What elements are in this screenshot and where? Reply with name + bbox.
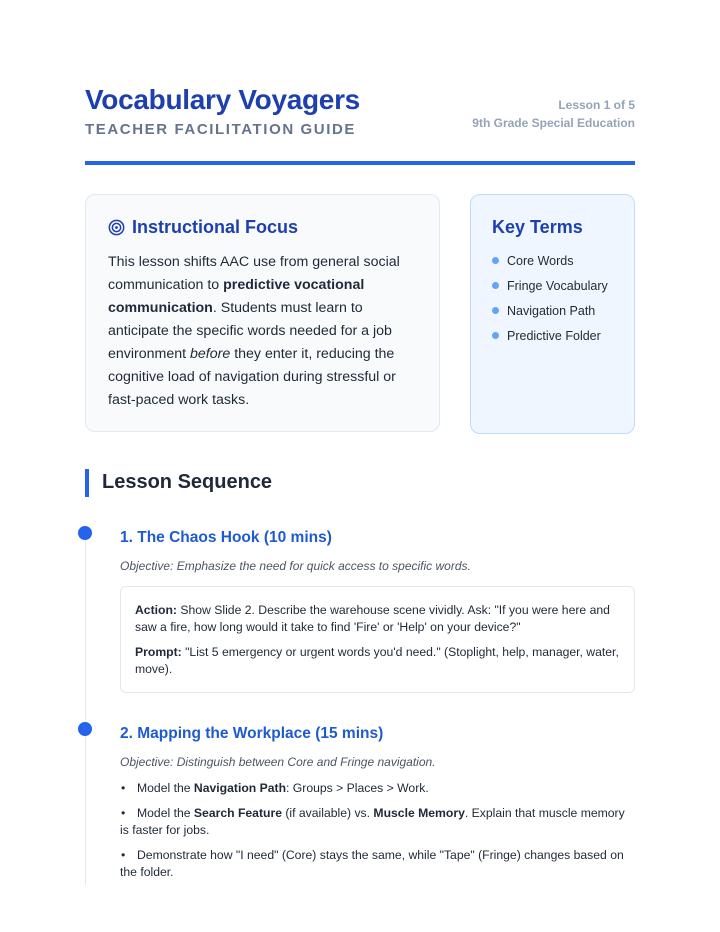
header-divider	[85, 161, 635, 165]
page-subtitle: TEACHER FACILITATION GUIDE	[85, 121, 357, 138]
instructional-focus-card	[85, 194, 440, 432]
focus-emphasis: predictive vocational communication	[108, 277, 365, 316]
bullet-dot	[492, 332, 499, 339]
key-terms-title: Key Terms	[492, 217, 583, 237]
step-1-title: 1. The Chaos Hook (10 mins)	[120, 529, 332, 546]
focus-text-part: . Students must learn to anticipate the specific words needed for a job environment	[108, 300, 392, 362]
bullet-emphasis: Muscle Memory	[373, 806, 465, 820]
focus-card-title: Instructional Focus	[132, 217, 299, 237]
bullet-text: . Explain that muscle memory is faster for jobs.	[120, 806, 625, 837]
key-term-label: Navigation Path	[507, 303, 596, 318]
step-2-objective: Objective: Distinguish between Core and Fringe navigation.	[120, 755, 436, 769]
bullet-text: : Groups > Places > Work.	[286, 781, 429, 795]
focus-text-part: This lesson shifts AAC use from general social communication to	[108, 254, 400, 293]
key-term-item	[492, 323, 614, 348]
header	[85, 84, 635, 164]
action-text: Show Slide 2. Describe the warehouse scene vividly. Ask: "If you were here and saw a fire, how long would it take to find 'Fire' or 'Help' on your device?"	[135, 603, 610, 634]
section-accent-bar	[85, 469, 89, 497]
target-icon	[108, 219, 125, 236]
step-1-action-box	[120, 586, 635, 693]
lesson-number: Lesson 1 of 5	[558, 98, 635, 112]
key-term-label: Predictive Folder	[507, 328, 601, 343]
bullet-emphasis: Navigation Path	[193, 781, 287, 795]
prompt-paragraph	[135, 644, 620, 678]
step-2-bullet-list	[120, 780, 635, 889]
bullet-text: Model the	[137, 781, 194, 795]
key-term-item	[492, 298, 614, 323]
key-term-item	[492, 273, 614, 298]
list-item	[120, 805, 635, 839]
timeline-dot	[78, 526, 92, 540]
bullet-glyph: •	[121, 806, 126, 820]
bullet-text: Demonstrate how "I need" (Core) stays the same, while "Tape" (Fringe) changes based on the folder.	[120, 848, 624, 879]
focus-card-header	[108, 217, 417, 238]
action-label: Action:	[135, 603, 177, 617]
section-title: Lesson Sequence	[102, 471, 273, 493]
grade-level: 9th Grade Special Education	[472, 116, 635, 130]
key-terms-card	[470, 194, 635, 434]
bullet-dot	[492, 307, 499, 314]
step-2-title: 2. Mapping the Workplace (15 mins)	[120, 725, 384, 742]
bullet-emphasis: Search Feature	[193, 806, 282, 820]
prompt-text: "List 5 emergency or urgent words you'd need." (Stoplight, help, manager, water, move).	[135, 645, 619, 676]
bullet-dot	[492, 257, 499, 264]
key-term-label: Core Words	[507, 253, 574, 268]
action-paragraph	[135, 602, 620, 636]
list-item	[120, 780, 635, 797]
lesson-meta	[472, 96, 635, 132]
bullet-glyph: •	[121, 848, 126, 862]
step-1-objective: Objective: Emphasize the need for quick access to specific words.	[120, 559, 471, 573]
focus-italic: before	[190, 346, 231, 362]
bullet-dot	[492, 282, 499, 289]
key-term-item	[492, 248, 614, 273]
focus-text	[108, 251, 417, 412]
focus-text-part: they enter it, reducing the cognitive load of navigation during stressful or fast-paced work tasks.	[108, 346, 396, 408]
bullet-glyph: •	[121, 781, 126, 795]
page-title: Vocabulary Voyagers	[85, 84, 360, 115]
bullet-text: (if available) vs.	[281, 806, 374, 820]
key-term-label: Fringe Vocabulary	[507, 278, 608, 293]
prompt-label: Prompt:	[135, 645, 182, 659]
list-item	[120, 847, 635, 881]
timeline-line	[85, 533, 86, 885]
timeline-dot	[78, 722, 92, 736]
bullet-text: Model the	[137, 806, 194, 820]
